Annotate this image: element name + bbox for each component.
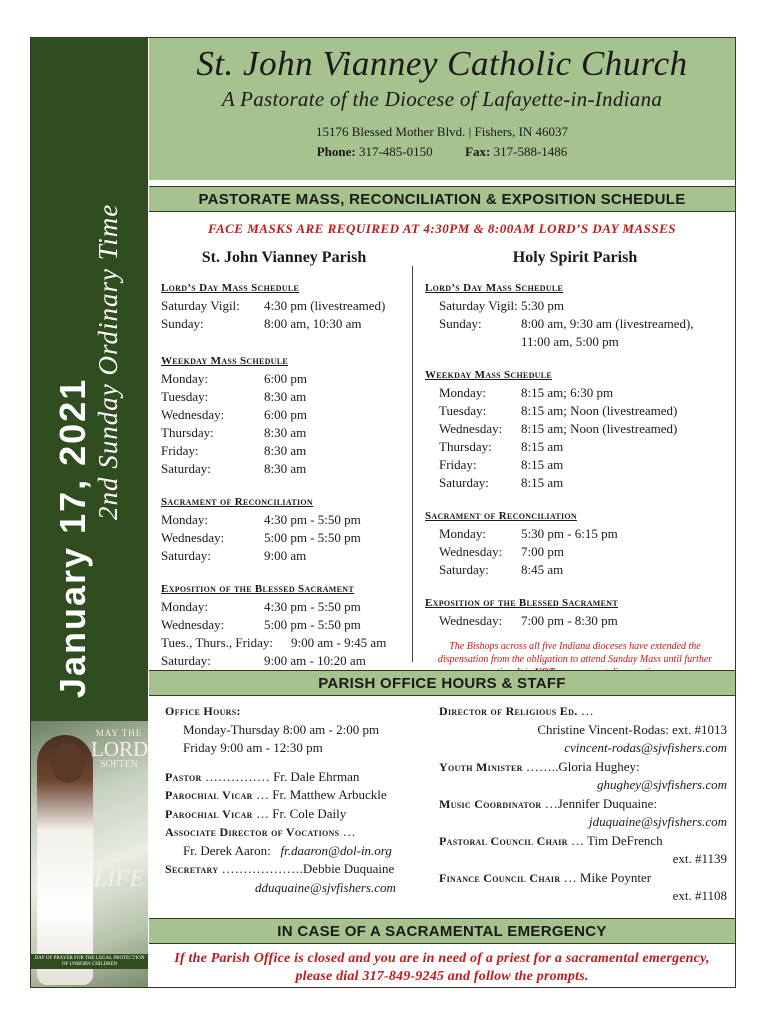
photo-line-1: MAY THE: [95, 728, 143, 738]
secretary-line: [165, 860, 427, 879]
dre-label: Director of Religious Ed.: [439, 704, 578, 718]
hsp-weekday: [425, 367, 725, 492]
sjv-lords-day: [161, 280, 407, 333]
hsp-lords-day-heading: Lord’s Day Mass Schedule: [425, 282, 564, 294]
vicar-label: Parochial Vicar: [165, 806, 253, 821]
hsp-parish-column: [425, 248, 725, 679]
vicar-line-2: [165, 805, 427, 824]
day-label: Wednesday:: [161, 530, 225, 545]
day-label: Thursday:: [161, 425, 214, 440]
office-staff-right: [439, 702, 727, 906]
day-label: Saturday Vigil:: [161, 298, 240, 313]
time-value: 9:00 am - 9:45 am: [291, 635, 387, 650]
hsp-exposition: [425, 595, 725, 630]
day-label: Wednesday:: [161, 617, 225, 632]
day-label: Tuesday:: [439, 403, 487, 418]
emergency-line-2: please dial 317-849-9245 and follow the prompts.: [295, 969, 589, 984]
music-name: …Jennifer Duquaine:: [541, 795, 658, 811]
time-value: 5:00 pm - 5:50 pm: [264, 617, 361, 632]
time-value: 7:00 pm: [521, 544, 564, 559]
sjv-lords-day-heading: Lord’s Day Mass Schedule: [161, 282, 300, 294]
office-heading: PARISH OFFICE HOURS & STAFF: [149, 670, 735, 696]
vocations-label: Associate Director of Vocations: [165, 825, 340, 839]
phone-number: 317-485-0150: [358, 144, 433, 159]
schedule-row: [425, 384, 725, 402]
time-value: 8:15 am; Noon (livestreamed): [521, 403, 678, 418]
day-label: Wednesday:: [439, 613, 503, 628]
day-label: [425, 333, 521, 351]
hsp-reconciliation-heading: Sacrament of Reconciliation: [425, 510, 577, 522]
fax-number: 317-588-1486: [493, 144, 568, 159]
day-label: Sunday:: [439, 316, 482, 331]
vicar-line-1: [165, 786, 427, 805]
schedule-row: [425, 543, 725, 561]
time-value: 8:00 am, 10:30 am: [264, 316, 362, 331]
schedule-row: [425, 474, 725, 492]
pcc-label: Pastoral Council Chair: [439, 833, 568, 848]
day-label: Saturday Vigil:: [439, 298, 518, 313]
day-label: Monday:: [161, 371, 208, 386]
day-label: Monday:: [439, 385, 486, 400]
time-value: 8:30 am: [264, 443, 307, 458]
secretary-name: ……………….Debbie Duquaine: [218, 861, 395, 876]
day-label: Saturday:: [161, 653, 211, 668]
schedule-row: [161, 511, 407, 529]
vocations-email[interactable]: fr.daaron@dol-in.org: [280, 842, 392, 858]
sidebar: [31, 38, 148, 987]
time-value: 8:15 am: [521, 439, 564, 454]
sidebar-date-block: [52, 38, 126, 698]
time-value: 8:30 am: [264, 389, 307, 404]
pcc-ext: ext. #1139: [672, 851, 727, 866]
day-label: Tuesday:: [161, 389, 209, 404]
vicar-label: Parochial Vicar: [165, 788, 253, 802]
sjv-reconciliation-heading: Sacrament of Reconciliation: [161, 496, 313, 508]
schedule-row: [425, 438, 725, 456]
phone-label: Phone:: [316, 144, 356, 159]
schedule-row: [425, 456, 725, 474]
schedule-row: [161, 297, 407, 315]
day-label: Tues., Thurs., Friday:: [161, 635, 273, 650]
hsp-exposition-heading: Exposition of the Blessed Sacrament: [425, 597, 618, 609]
time-value: 8:15 am: [521, 475, 564, 490]
pastor-line: [165, 768, 427, 787]
dre-name: Christine Vincent-Rodas: ext. #1013: [537, 721, 727, 737]
schedule-row: [425, 315, 725, 333]
office-staff-left: [165, 702, 427, 897]
bulletin-page: [30, 37, 736, 988]
time-value: 6:00 pm: [264, 371, 307, 386]
schedule-row: [425, 297, 725, 315]
photo-line-2: LORD: [91, 737, 148, 762]
schedule-row: [161, 652, 407, 670]
time-value: 8:15 am; Noon (livestreamed): [521, 421, 678, 436]
youth-line: [439, 758, 727, 777]
emergency-line-1: If the Parish Office is closed and you are in need of a priest for a sacramental emergency,: [174, 951, 710, 966]
pcc-line: [439, 832, 727, 851]
schedule-row: [425, 561, 725, 579]
schedule-row: [161, 529, 407, 547]
time-value: 11:00 am, 5:00 pm: [521, 334, 619, 349]
schedule-row: [425, 420, 725, 438]
sjv-weekday-heading: Weekday Mass Schedule: [161, 355, 289, 367]
pcc-name: … Tim DeFrench: [567, 832, 663, 848]
time-value: 4:30 pm (livestreamed): [264, 298, 386, 313]
schedule-row: [425, 402, 725, 420]
fcc-name: … Mike Poynter: [560, 869, 652, 885]
music-label: Music Coordinator: [439, 796, 542, 811]
time-value: 8:00 am, 9:30 am (livestreamed),: [521, 316, 694, 331]
woman-figure: [37, 735, 93, 985]
time-value: 5:00 pm - 5:50 pm: [264, 530, 361, 545]
sjv-parish-column: [161, 248, 407, 686]
vicar-name: … Fr. Matthew Arbuckle: [252, 787, 387, 802]
church-title: St. John Vianney Catholic Church: [196, 44, 688, 83]
day-label: Saturday:: [161, 548, 211, 563]
vicar-name: … Fr. Cole Daily: [252, 805, 347, 821]
schedule-row: [161, 598, 407, 616]
church-phones: [149, 144, 735, 160]
day-label: Saturday:: [439, 562, 489, 577]
dre-email[interactable]: cvincent-rodas@sjvfishers.com: [564, 740, 727, 755]
day-label: Wednesday:: [439, 421, 503, 436]
schedule-row: [425, 333, 725, 351]
emergency-note: [149, 950, 735, 986]
schedule-row: [161, 406, 407, 424]
office-hours-2: Friday 9:00 am - 12:30 pm: [183, 740, 323, 755]
emergency-heading: IN CASE OF A SACRAMENTAL EMERGENCY: [149, 918, 735, 944]
liturgical-sunday: 2nd Sunday Ordinary Time: [93, 203, 123, 520]
office-hours-1: Monday-Thursday 8:00 am - 2:00 pm: [183, 721, 380, 737]
hsp-lords-day: [425, 280, 725, 351]
vocations-dots: …: [339, 824, 356, 839]
schedule-row: [161, 315, 407, 333]
fcc-ext: ext. #1108: [672, 888, 727, 903]
mask-notice: FACE MASKS ARE REQUIRED AT 4:30PM & 8:00AM LORD’S DAY MASSES: [207, 221, 677, 236]
time-value: 8:30 am: [264, 461, 307, 476]
day-label: Saturday:: [439, 475, 489, 490]
photo-caption: DAY OF PRAYER FOR THE LEGAL PROTECTION OF UNBORN CHILDREN: [31, 954, 148, 969]
fax-label: Fax:: [465, 144, 491, 159]
schedule-row: [161, 424, 407, 442]
music-email[interactable]: jduquaine@sjvfishers.com: [589, 814, 727, 829]
time-value: 8:15 am: [521, 457, 564, 472]
bulletin-date: January 17, 2021: [52, 377, 93, 698]
dispensation-text: The Bishops across all five Indiana dioceses have extended the dispensation from the obligation to attend Sunday Mass until further: [437, 641, 713, 665]
schedule-row: [425, 525, 725, 543]
day-label: Sunday:: [161, 316, 204, 331]
schedule-heading: PASTORATE MASS, RECONCILIATION & EXPOSITION SCHEDULE: [149, 186, 735, 212]
dre-dots: …: [577, 703, 594, 718]
pastor-name: …………… Fr. Dale Ehrman: [201, 768, 360, 784]
photo-overlay-text: [91, 729, 147, 892]
day-label: Monday:: [161, 599, 208, 614]
time-value: 8:45 am: [521, 562, 564, 577]
time-value: 9:00 am: [264, 548, 307, 563]
prayer-photo: [31, 721, 148, 987]
column-divider: [412, 266, 413, 662]
youth-name: ……..Gloria Hughey:: [522, 758, 640, 774]
youth-label: Youth Minister: [439, 759, 523, 774]
hsp-reconciliation: [425, 508, 725, 579]
day-label: Friday:: [439, 457, 477, 472]
time-value: 6:00 pm: [264, 407, 307, 422]
music-line: [439, 795, 727, 814]
day-label: Friday:: [161, 443, 199, 458]
schedule-row: [161, 442, 407, 460]
sjv-weekday: [161, 353, 407, 478]
church-address: 15176 Blessed Mother Blvd. | Fishers, IN 46037: [315, 124, 569, 139]
schedule-row: [425, 612, 725, 630]
fcc-label: Finance Council Chair: [439, 870, 561, 885]
sjv-exposition-heading: Exposition of the Blessed Sacrament: [161, 583, 354, 595]
time-value: 8:30 am: [264, 425, 307, 440]
fcc-line: [439, 869, 727, 888]
vocations-line: [165, 823, 427, 842]
church-header: [149, 38, 735, 180]
time-value: 4:30 pm - 5:50 pm: [264, 599, 361, 614]
schedule-row: [161, 388, 407, 406]
schedule-row: [161, 616, 407, 634]
day-label: Monday:: [161, 512, 208, 527]
photo-line-4: LIFE: [93, 865, 145, 892]
day-label: Wednesday:: [161, 407, 225, 422]
vocations-name: Fr. Derek Aaron:: [183, 842, 271, 858]
main-content: [149, 38, 735, 984]
woman-head: [51, 743, 85, 783]
time-value: 8:15 am; 6:30 pm: [521, 385, 614, 400]
sjv-parish-name: St. John Vianney Parish: [201, 249, 367, 266]
time-value: 5:30 pm: [521, 298, 564, 313]
day-label: Wednesday:: [439, 544, 503, 559]
schedule-row: [161, 634, 407, 652]
youth-email[interactable]: ghughey@sjvfishers.com: [596, 777, 727, 792]
office-hours-label: Office Hours:: [165, 704, 241, 718]
sjv-reconciliation: [161, 494, 407, 565]
time-value: 5:30 pm - 6:15 pm: [521, 526, 618, 541]
day-label: Thursday:: [439, 439, 492, 454]
time-value: 7:00 pm - 8:30 pm: [521, 613, 618, 628]
church-subtitle: A Pastorate of the Diocese of Lafayette-in-Indiana: [221, 87, 663, 111]
photo-line-3: SOFTEN: [100, 759, 138, 771]
vocations-contact: [165, 842, 427, 861]
day-label: Monday:: [439, 526, 486, 541]
hsp-weekday-heading: Weekday Mass Schedule: [425, 369, 553, 381]
pastor-label: Pastor: [165, 769, 202, 784]
schedule-row: [161, 370, 407, 388]
dre-line: [439, 702, 727, 721]
time-value: 9:00 am - 10:20 am: [264, 653, 366, 668]
time-value: 4:30 pm - 5:50 pm: [264, 512, 361, 527]
secretary-email[interactable]: dduquaine@sjvfishers.com: [255, 879, 396, 895]
day-label: Saturday:: [161, 461, 211, 476]
schedule-row: [161, 547, 407, 565]
hsp-parish-name: Holy Spirit Parish: [512, 249, 638, 266]
schedule-row: [161, 460, 407, 478]
secretary-label: Secretary: [165, 862, 219, 876]
sjv-exposition: [161, 581, 407, 670]
